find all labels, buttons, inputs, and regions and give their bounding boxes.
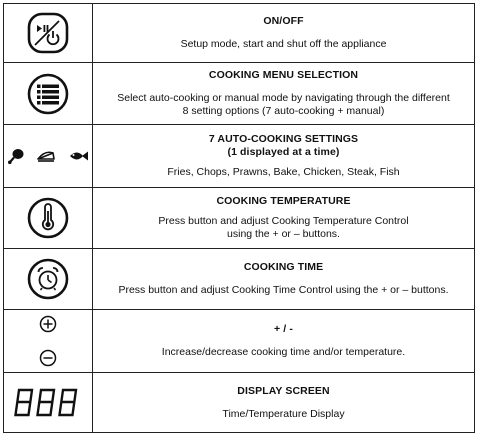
- table-row: [4, 188, 475, 249]
- description-line: Press button and adjust Cooking Temperature Control: [158, 215, 409, 227]
- table-row: [4, 125, 475, 188]
- drumstick-icon: [7, 147, 25, 165]
- icon-cell: [4, 249, 93, 310]
- minus-circle-icon: [38, 348, 58, 368]
- table-row: [4, 4, 475, 63]
- text-cell: [93, 63, 475, 125]
- icon-cell: [4, 373, 93, 433]
- row-title: COOKING TIME: [243, 261, 324, 273]
- title-line: 7 AUTO-COOKING SETTINGS: [208, 133, 359, 145]
- text-cell: [93, 125, 475, 188]
- icon-cell: [4, 63, 93, 125]
- description-line: 8 setting options (7 auto-cooking + manual): [182, 105, 385, 117]
- row-title: ON/OFF: [263, 15, 304, 27]
- row-description: Time/Temperature Display: [222, 407, 345, 420]
- text-cell: [93, 373, 475, 433]
- table-row: [4, 249, 475, 310]
- row-description: [93, 92, 474, 118]
- title-line: (1 displayed at a time): [227, 146, 340, 158]
- row-description: Setup mode, start and shut off the appliance: [180, 38, 387, 50]
- table-row: [4, 63, 475, 125]
- row-title: + / -: [274, 323, 293, 335]
- pie-slice-icon: [36, 148, 56, 164]
- row-description: Increase/decrease cooking time and/or temperature.: [161, 346, 406, 358]
- power-play-pause-icon: [26, 11, 70, 55]
- row-title: [93, 133, 474, 159]
- text-cell: [93, 4, 475, 63]
- row-title: DISPLAY SCREEN: [237, 384, 330, 397]
- row-description: [93, 215, 474, 241]
- text-cell: [93, 310, 475, 373]
- row-title: COOKING MENU SELECTION: [208, 69, 359, 81]
- seven-segment-display-icon: [14, 387, 82, 419]
- alarm-clock-icon: [26, 257, 70, 301]
- icon-cell: [4, 188, 93, 249]
- icon-cell: [4, 310, 93, 373]
- controls-guide-table: [3, 3, 475, 433]
- icon-cell: [4, 4, 93, 63]
- thermometer-icon: [26, 196, 70, 240]
- food-icons: [4, 147, 92, 165]
- menu-list-icon: [26, 72, 70, 116]
- row-description: Press button and adjust Cooking Time Control using the + or – buttons.: [118, 284, 449, 296]
- text-cell: [93, 188, 475, 249]
- table-row: [4, 310, 475, 373]
- fish-icon: [67, 148, 89, 164]
- row-description: Fries, Chops, Prawns, Bake, Chicken, Steak, Fish: [167, 166, 400, 178]
- row-title: COOKING TEMPERATURE: [216, 195, 351, 207]
- text-cell: [93, 249, 475, 310]
- icon-cell: [4, 125, 93, 188]
- plus-circle-icon: [38, 314, 58, 334]
- description-line: Select auto-cooking or manual mode by navigating through the different: [117, 92, 450, 104]
- description-line: using the + or – buttons.: [227, 228, 340, 240]
- table-row: [4, 373, 475, 433]
